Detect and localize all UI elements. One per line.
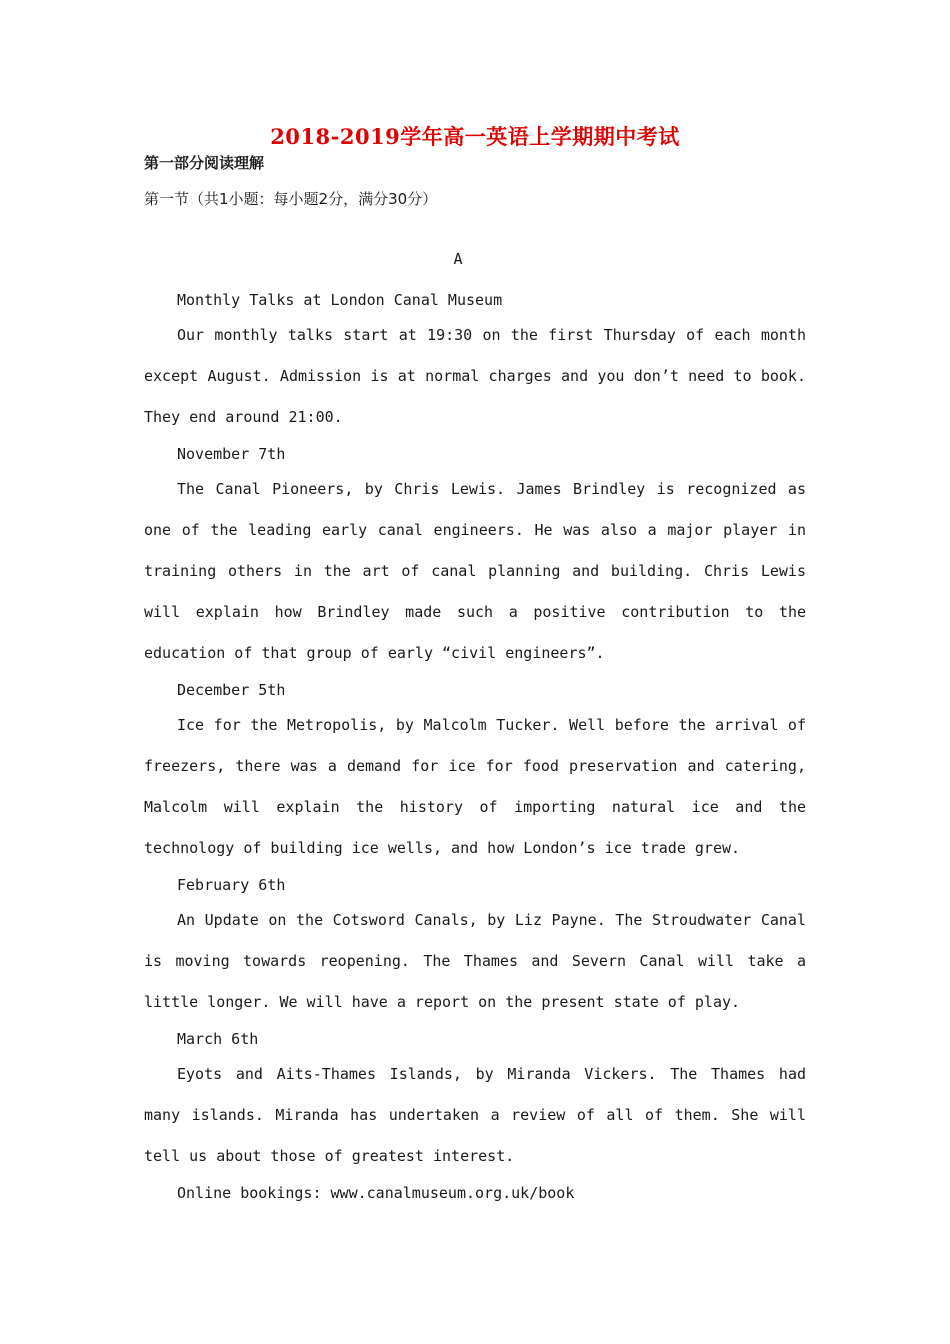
talk-date: November 7th — [177, 445, 286, 463]
talk-description: The Canal Pioneers, by Chris Lewis. James Brindley is recognized as one of the leading early canal engineers. He was also a major player in training others in the art of canal planning and building. Chris Lewis will explain how Brindley made such a positive contribution to the education of that group of early “civil engineers”. — [144, 480, 806, 662]
talk-description: An Update on the Cotsword Canals, by Liz Payne. The Stroudwater Canal is moving towards reopening. The Thames and Severn Canal will take a little longer. We will have a report on the present state of play. — [144, 911, 806, 1011]
talk-date: February 6th — [177, 876, 286, 894]
passage-label: A — [453, 250, 463, 268]
talk-date: March 6th — [177, 1030, 259, 1048]
talk-description: Eyots and Aits-Thames Islands, by Miranda Vickers. The Thames had many islands. Miranda has undertaken a review of all of them. She will tell us about those of greatest interest. — [144, 1065, 806, 1165]
passage-intro: Our monthly talks start at 19:30 on the first Thursday of each month except August. Admission is at normal charges and you don’t need to book. They end around 21:00. — [144, 326, 806, 426]
section-instruction: 第一节（共1小题：每小题2分，满分30分） — [144, 190, 438, 208]
talk-description: Ice for the Metropolis, by Malcolm Tucker. Well before the arrival of freezers, there was a demand for ice for food preservation and catering, Malcolm will explain the history of importing natural ice and the technology of building ice wells, and how London’s ice trade grew. — [144, 716, 806, 857]
talk-date: December 5th — [177, 681, 286, 699]
passage-title: Monthly Talks at London Canal Museum — [177, 291, 503, 309]
section-heading: 第一部分阅读理解 — [144, 154, 265, 172]
page-title: 2018-2019学年高一英语上学期期中考试 — [270, 124, 680, 149]
passage-body — [144, 282, 806, 1211]
online-bookings: Online bookings: www.canalmuseum.org.uk/book — [177, 1184, 575, 1202]
